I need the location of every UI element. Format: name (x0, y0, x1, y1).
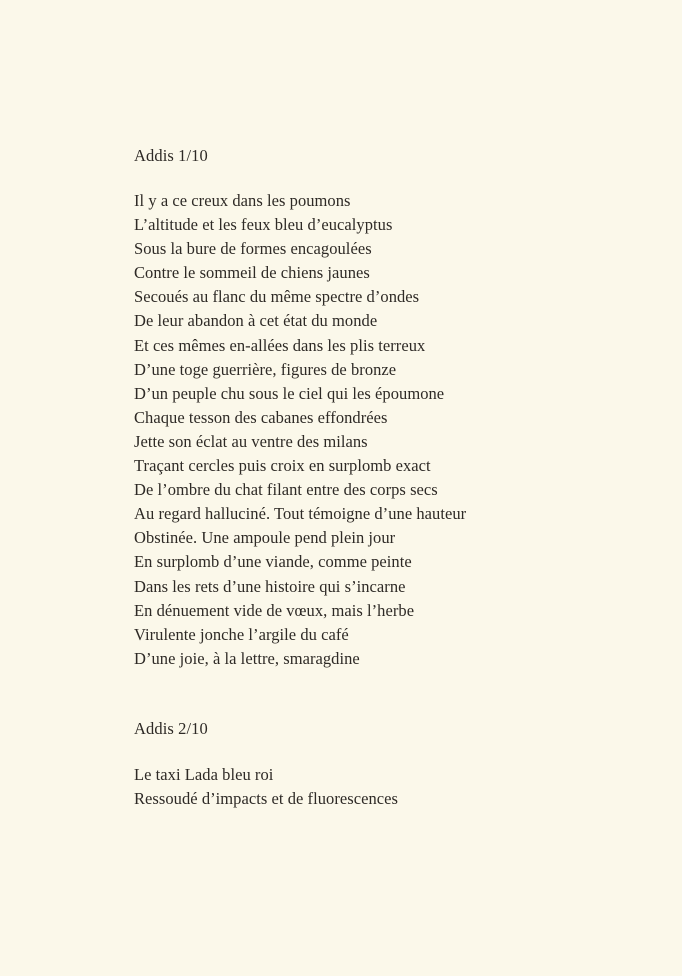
poem-line: Sous la bure de formes encagoulées (134, 239, 372, 259)
poem-line: L’altitude et les feux bleu d’eucalyptus (134, 215, 393, 235)
poem-line: Virulente jonche l’argile du café (134, 624, 349, 644)
poem-line: Au regard halluciné. Tout témoigne d’une hauteur (134, 504, 467, 524)
poem-addis-1 (134, 146, 664, 671)
poem-line: En dénuement vide de vœux, mais l’herbe (134, 600, 415, 620)
poem-line: Secoués au flanc du même spectre d’ondes (134, 287, 420, 307)
poem-stanza (134, 189, 664, 671)
poem-line: D’une toge guerrière, figures de bronze (134, 359, 397, 379)
poem-stanza (134, 763, 664, 811)
poem-title: Addis 2/10 (134, 719, 208, 738)
poem-title: Addis 1/10 (134, 146, 208, 165)
poem-line: Et ces mêmes en-allées dans les plis terreux (134, 335, 426, 355)
poem-line: Jette son éclat au ventre des milans (134, 431, 368, 451)
poem-line: D’un peuple chu sous le ciel qui les époumone (134, 383, 445, 403)
poem-line: Ressoudé d’impacts et de fluorescences (134, 789, 398, 809)
poem-addis-2 (134, 719, 664, 811)
poem-line: En surplomb d’une viande, comme peinte (134, 552, 412, 572)
poem-line: Il y a ce creux dans les poumons (134, 191, 351, 210)
poem-line: De l’ombre du chat filant entre des corps secs (134, 480, 438, 500)
poem-line: De leur abandon à cet état du monde (134, 311, 378, 331)
poem-line: D’une joie, à la lettre, smaragdine (134, 648, 360, 668)
poem-line: Dans les rets d’une histoire qui s’incarne (134, 576, 406, 596)
poem-line: Traçant cercles puis croix en surplomb exact (134, 456, 431, 476)
poem-line: Chaque tesson des cabanes effondrées (134, 407, 388, 427)
poem-line: Contre le sommeil de chiens jaunes (134, 263, 370, 283)
poem-line: Le taxi Lada bleu roi (134, 765, 274, 784)
poem-line: Obstinée. Une ampoule pend plein jour (134, 528, 396, 548)
